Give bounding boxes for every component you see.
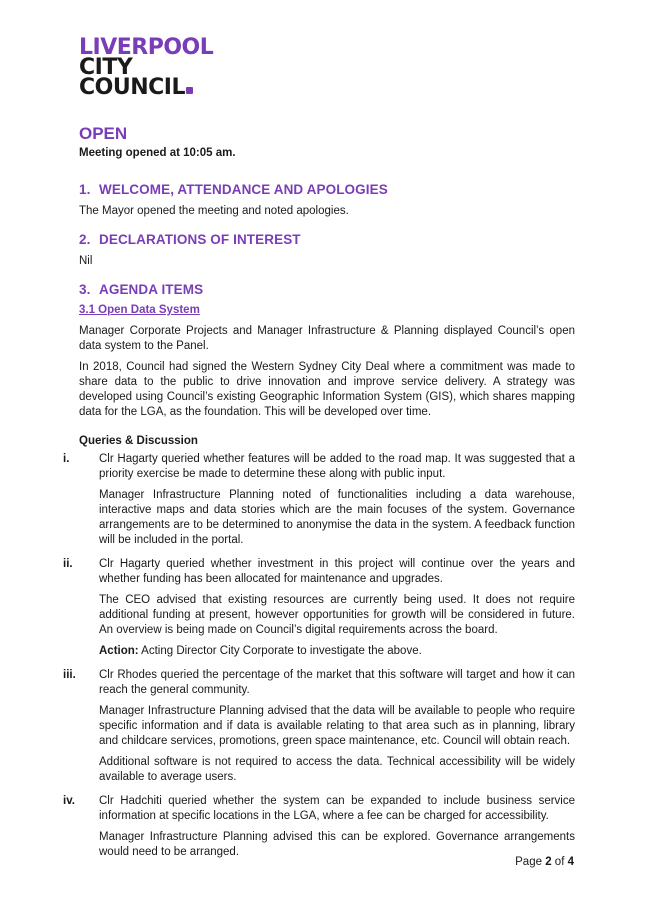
action-line <box>99 644 575 659</box>
section-welcome <box>79 181 575 219</box>
subsection-title: 3.1 Open Data System <box>79 304 200 316</box>
section-title: DECLARATIONS OF INTEREST <box>99 232 301 247</box>
query-item <box>63 668 575 785</box>
item-numeral: iii. <box>63 669 76 681</box>
page-number: 2 <box>545 856 552 868</box>
logo-line-3 <box>79 75 213 100</box>
item-paragraph: Clr Hagarty queried whether investment in this project will continue over the years and whether funding has been allocated for maintenance and upgrades. <box>99 558 575 585</box>
item-paragraph: Clr Rhodes queried the percentage of the market that this software will target and how it can reach the general community. <box>99 669 575 696</box>
section-title: AGENDA ITEMS <box>99 282 204 297</box>
action-text: Acting Director City Corporate to investigate the above. <box>138 645 422 657</box>
liverpool-city-council-logo <box>79 35 214 100</box>
logo-line-2: CITY <box>79 55 133 80</box>
section-number: 2. <box>79 232 91 247</box>
section-number: 1. <box>79 182 91 197</box>
page-footer <box>515 856 574 868</box>
minutes-content <box>63 124 575 860</box>
query-item <box>63 452 575 548</box>
meeting-opened-text: Meeting opened at 10:05 am. <box>79 147 236 159</box>
page-total: 4 <box>567 856 574 868</box>
item-paragraph: Manager Infrastructure Planning advised that the data will be available to people who require specific information and if data is available relating to that area such as in planning, library and childcare services, promotions, green space maintenance, etc. Council will obtain reach. <box>99 705 575 747</box>
section-heading <box>79 181 575 198</box>
of-word: of <box>554 856 565 868</box>
subsection-paragraph: Manager Corporate Projects and Manager Infrastructure & Planning displayed Council’s open data system to the Panel. <box>79 325 575 352</box>
item-numeral: ii. <box>63 558 73 570</box>
section-text: The Mayor opened the meeting and noted apologies. <box>79 205 349 217</box>
item-numeral: iv. <box>63 795 75 807</box>
item-numeral: i. <box>63 453 70 465</box>
open-title: OPEN <box>79 124 128 143</box>
item-paragraph: The CEO advised that existing resources are currently being used. It does not require additional funding at present, however opportunities for growth will be considered in future. An overview is being made on Council’s digital requirements across the board. <box>99 594 575 636</box>
section-agenda-items <box>63 281 575 860</box>
logo-line-1: LIVERPOOL <box>79 35 214 60</box>
section-number: 3. <box>79 282 91 297</box>
subsection-paragraph: In 2018, Council had signed the Western Sydney City Deal where a commitment was made to share data to the public to drive innovation and improve service delivery. A strategy was developed using Council’s existing Geographic Information System (GIS), which shares mapping data for the LGA, as the foundation. This will be developed over time. <box>79 361 575 418</box>
section-text: Nil <box>79 255 93 267</box>
logo-line-3-text: COUNCIL <box>79 75 185 100</box>
item-paragraph: Clr Hagarty queried whether features will be added to the road map. It was suggested that a priority exercise be made to determine these along with public input. <box>99 453 575 480</box>
query-item <box>63 794 575 860</box>
section-heading <box>79 231 575 248</box>
section-title: WELCOME, ATTENDANCE AND APOLOGIES <box>99 182 388 197</box>
section-declarations <box>79 231 575 269</box>
item-paragraph: Additional software is not required to access the data. Technical accessibility will be widely available to average users. <box>99 756 575 783</box>
action-label: Action: <box>99 645 139 657</box>
queries-heading: Queries & Discussion <box>79 435 198 447</box>
page-word: Page <box>515 856 542 868</box>
query-item <box>63 557 575 659</box>
logo-square-icon <box>186 87 193 94</box>
item-paragraph: Manager Infrastructure Planning advised this can be explored. Governance arrangements would need to be arranged. <box>99 831 575 858</box>
item-paragraph: Clr Hadchiti queried whether the system can be expanded to include business service information at specific locations in the LGA, where a fee can be charged for accessibility. <box>99 795 575 822</box>
section-heading <box>79 281 575 298</box>
item-paragraph: Manager Infrastructure Planning noted of functionalities including a data warehouse, interactive maps and data stories which are the main focuses of the system. Governance arrangements are to be determined to anonymise the data in the system. A feedback function will be included in the portal. <box>99 489 575 546</box>
